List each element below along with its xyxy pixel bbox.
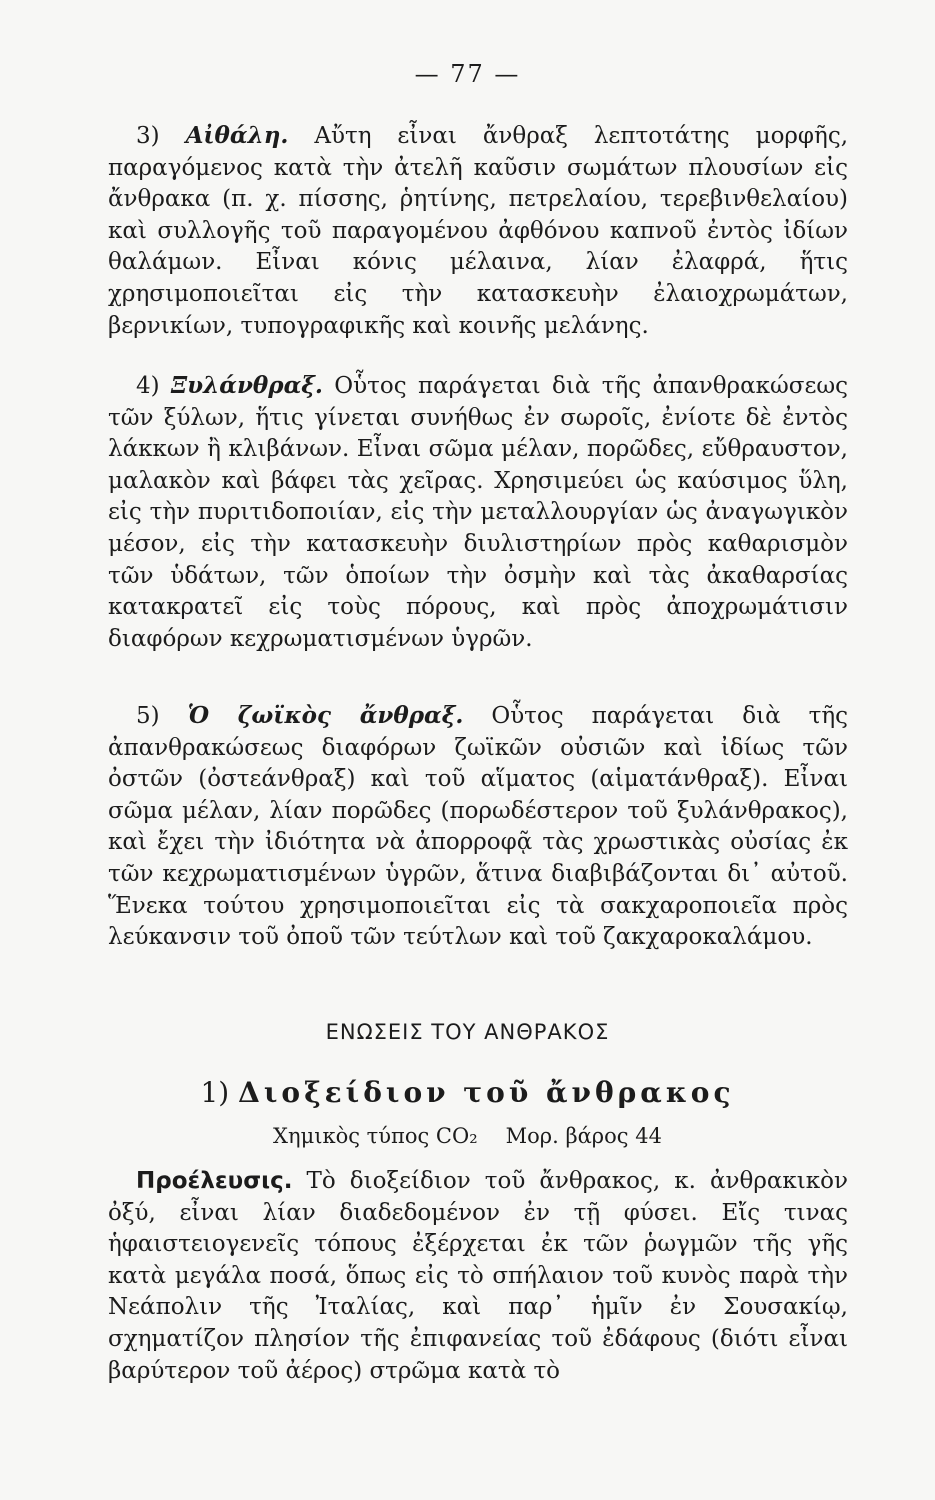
- term-zoikos: Ὁ ζωϊκὸς ἄνθραξ.: [187, 702, 464, 729]
- paragraph-text: Αὔτη εἶναι ἄνθραξ λεπτοτάτης μορφῆς, παραγόμενος κατὰ τὴν ἀτελῆ καῦσιν σωμάτων πλουσίων εἰς ἄνθρακα (π. χ. πίσσης, ῥητίνης, πετρελαίου, τερεβινθελαίου) καὶ συλλογῆς τοῦ παραγομένου ἀφθόνου καπνοῦ ἐντὸς ἰδίων θαλάμων. Εἶναι κόνις μέλαινα, λίαν ἐλαφρά, ἥτις χρησιμοποιεῖται εἰς τὴν κατασκευὴν ἐλαιοχρωμάτων, βερνικίων, τυπογραφικῆς καὶ κοινῆς μελάνης.: [108, 123, 849, 339]
- paragraph-proeleusis: [108, 1166, 848, 1387]
- item-number: 4): [136, 373, 160, 399]
- paragraph-text: Οὗτος παράγεται διὰ τῆς ἀπανθρακώσεως διαφόρων ζωϊκῶν οὐσιῶν καὶ ἰδίως τῶν ὀστῶν (ὀστεάνθραξ) καὶ τοῦ αἵματος (αἱματάνθραξ). Εἶναι σῶμα μέλαν, λίαν πορῶδες (πορωδέστερον τοῦ ξυλάνθρακος), καὶ ἔχει τὴν ἰδιότητα νὰ ἀπορροφᾷ τὰς χρωστικὰς οὐσίας ἐκ τῶν κεχρωματισμένων ὑγρῶν, ἅτινα διαβιβάζονται δι᾽ αὐτοῦ. Ἕνεκα τούτου χρησιμοποιεῖται εἰς τὰ σακχαροποιεῖα πρὸς λεύκανσιν τοῦ ὀποῦ τῶν τεύτλων καὶ τοῦ ζακχαροκαλάμου.: [108, 703, 849, 951]
- paragraph-aithali: [108, 120, 848, 342]
- paragraph-xylanthrax: [108, 370, 848, 655]
- molecular-weight: Μορ. βάρος 44: [505, 1124, 662, 1148]
- chemical-formula: Χημικὸς τύπος CO₂: [273, 1124, 478, 1148]
- term-aithali: Αἰθάλη.: [185, 122, 289, 149]
- paragraph-text: Οὗτος παράγεται διὰ τῆς ἀπανθρακώσεως τῶν ξύλων, ἥτις γίνεται συνήθως ἐν σωροῖς, ἐνίοτε δὲ ἐντὸς λάκκων ἢ κλιβάνων. Εἶναι σῶμα μέλαν, πορῶδες, εὔθραυστον, μαλακὸν καὶ βάφει τὰς χεῖρας. Χρησιμεύει ὡς καύσιμος ὕλη, εἰς τὴν πυριτιδοποιίαν, εἰς τὴν μεταλλουργίαν ὡς ἀναγωγικὸν μέσον, εἰς τὴν κατασκευὴν διυλιστηρίων πρὸς καθαρισμὸν τῶν ὑδάτων, τῶν ὁποίων τὴν ὀσμὴν καὶ τὰς ἀκαθαρσίας κατακρατεῖ εἰς τοὺς πόρους, καὶ πρὸς ἀποχρωμάτισιν διαφόρων κεχρωματισμένων ὑγρῶν.: [108, 373, 848, 652]
- paragraph-text: Τὸ διοξείδιον τοῦ ἄνθρακος, κ. ἀνθρακικὸν ὀξύ, εἶναι λίαν διαδεδομένον ἐν τῇ φύσει. Εἴς τινας ἡφαιστειογενεῖς τόπους ἐξέρχεται ἐκ τῶν ῥωγμῶν τῆς γῆς κατὰ μεγάλα ποσά, ὅπως εἰς τὸ σπήλαιον τοῦ κυνὸς παρὰ τὴν Νεάπολιν τῆς Ἰταλίας, καὶ παρ᾽ ἡμῖν ἐν Σουσακίῳ, σχηματίζον πλησίον τῆς ἐπιφανείας τοῦ ἐδάφους (διότι εἶναι βαρύτερον τοῦ ἀέρος) στρῶμα κατὰ τὸ: [108, 1168, 848, 1384]
- term-proeleusis: Προέλευσις.: [136, 1168, 293, 1194]
- subsection-title: [0, 1076, 935, 1109]
- formula-line: [0, 1124, 935, 1148]
- subsection-number: 1): [200, 1076, 230, 1109]
- paragraph-zoikos: [108, 700, 848, 954]
- section-heading: ΕΝΩΣΕΙΣ ΤΟΥ ΑΝΘΡΑΚΟΣ: [325, 1020, 610, 1044]
- item-number: 3): [136, 123, 160, 149]
- page-number: — 77 —: [414, 60, 521, 88]
- subsection-title-text: Διοξείδιον τοῦ ἄνθρακος: [238, 1076, 735, 1109]
- term-xylanthrax: Ξυλάνθραξ.: [171, 372, 323, 399]
- item-number: 5): [136, 703, 160, 729]
